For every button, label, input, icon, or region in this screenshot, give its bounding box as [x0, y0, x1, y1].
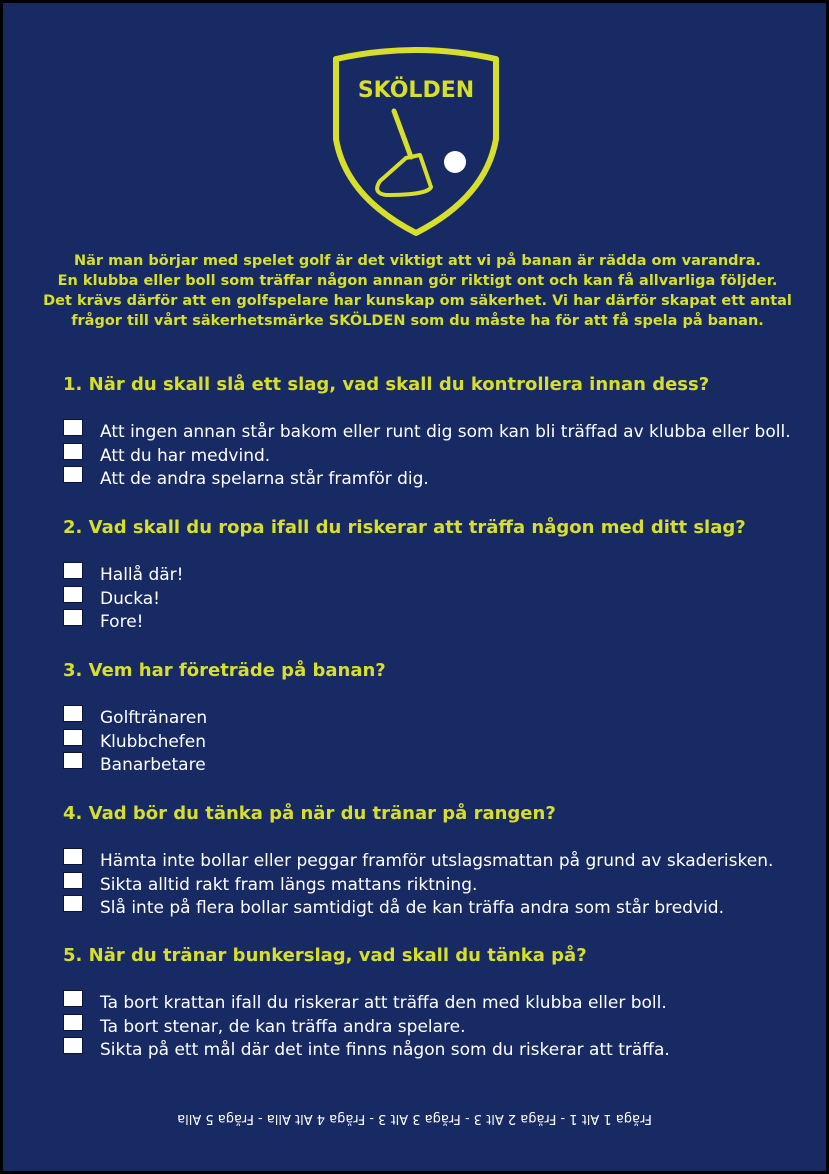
answer-checkbox[interactable]: [63, 895, 83, 912]
answer-checkbox[interactable]: [63, 419, 83, 436]
answer-option: [63, 421, 823, 445]
question-title: 3. Vem har företräde på banan?: [63, 660, 386, 681]
answer-label: Banarbetare: [100, 755, 206, 775]
answer-option: [63, 588, 823, 612]
answer-option: [63, 1039, 823, 1063]
answer-checkbox[interactable]: [63, 443, 83, 460]
answer-label: Hallå där!: [100, 565, 184, 585]
answer-option: [63, 611, 823, 635]
question-1: [63, 374, 823, 492]
answer-label: Fore!: [100, 612, 144, 632]
upside-down-answer-key: Fråga 1 Alt 1 - Fråga 2 Alt 3 - Fråga 3 Alt 3 - Fråga 4 Alt Alla - Fråga 5 Alla: [177, 1111, 652, 1126]
answer-option: [63, 992, 823, 1016]
intro-line: En klubba eller boll som träffar någon annan gör riktigt ont och kan få allvarliga följder.: [57, 273, 778, 289]
answer-label: Hämta inte bollar eller peggar framför utslagsmattan på grund av skaderisken.: [100, 851, 774, 871]
answer-option: [63, 850, 823, 874]
question-5: [63, 945, 823, 1063]
question-3: [63, 660, 823, 778]
answer-checkbox[interactable]: [63, 752, 83, 769]
answer-option: [63, 707, 823, 731]
answer-checkbox[interactable]: [63, 1037, 83, 1054]
answer-checkbox[interactable]: [63, 990, 83, 1007]
answer-checkbox[interactable]: [63, 609, 83, 626]
answer-label: Klubbchefen: [100, 731, 207, 752]
answer-checkbox[interactable]: [63, 848, 83, 865]
answer-label: Ta bort krattan ifall du riskerar att träffa den med klubba eller boll.: [100, 993, 667, 1013]
answer-label: Golftränaren: [100, 708, 208, 728]
answer-option: [63, 731, 823, 755]
answer-label: Att du har medvind.: [100, 445, 271, 466]
answer-checkbox[interactable]: [63, 872, 83, 889]
answer-label: Slå inte på flera bollar samtidigt då de kan träffa andra som står bredvid.: [100, 898, 724, 918]
answer-checkbox[interactable]: [63, 729, 83, 746]
answer-label: Ta bort stenar, de kan träffa andra spelare.: [100, 1016, 466, 1037]
question-title: 5. När du tränar bunkerslag, vad skall du tänka på?: [63, 945, 587, 966]
answer-option: [63, 445, 823, 469]
answer-checkbox[interactable]: [63, 586, 83, 603]
intro-line: Det krävs därför att en golfspelare har kunskap om säkerhet. Vi har därför skapat ett antal: [43, 293, 792, 309]
answer-label: Att de andra spelarna står framför dig.: [100, 469, 429, 489]
answer-label: Att ingen annan står bakom eller runt dig som kan bli träffad av klubba eller boll.: [100, 422, 791, 442]
answer-checkbox[interactable]: [63, 1014, 83, 1031]
intro-line: När man börjar med spelet golf är det viktigt att vi på banan är rädda om varandra.: [74, 253, 761, 269]
question-title: 2. Vad skall du ropa ifall du riskerar att träffa någon med ditt slag?: [63, 517, 746, 538]
logo-title: SKÖLDEN: [357, 78, 475, 103]
answer-label: Sikta alltid rakt fram längs mattans riktning.: [100, 874, 478, 895]
answer-checkbox[interactable]: [63, 705, 83, 722]
answer-option: [63, 564, 823, 588]
question-title: 4. Vad bör du tänka på när du tränar på rangen?: [63, 803, 556, 824]
answer-checkbox[interactable]: [63, 466, 83, 483]
answer-label: Ducka!: [100, 588, 160, 609]
answer-option: [63, 874, 823, 898]
skolden-shield-logo: [328, 47, 504, 239]
answer-checkbox[interactable]: [63, 562, 83, 579]
answer-option: [63, 754, 823, 778]
question-4: [63, 803, 823, 921]
answer-option: [63, 897, 823, 921]
golf-ball-icon: [444, 151, 466, 173]
intro-text: [23, 251, 812, 331]
answer-option: [63, 468, 823, 492]
intro-line: frågor till vårt säkerhetsmärke SKÖLDEN som du måste ha för att få spela på banan.: [71, 313, 764, 329]
answer-option: [63, 1016, 823, 1040]
question-2: [63, 517, 823, 635]
answer-label: Sikta på ett mål där det inte finns någon som du riskerar att träffa.: [100, 1040, 670, 1060]
question-title: 1. När du skall slå ett slag, vad skall du kontrollera innan dess?: [63, 374, 710, 395]
